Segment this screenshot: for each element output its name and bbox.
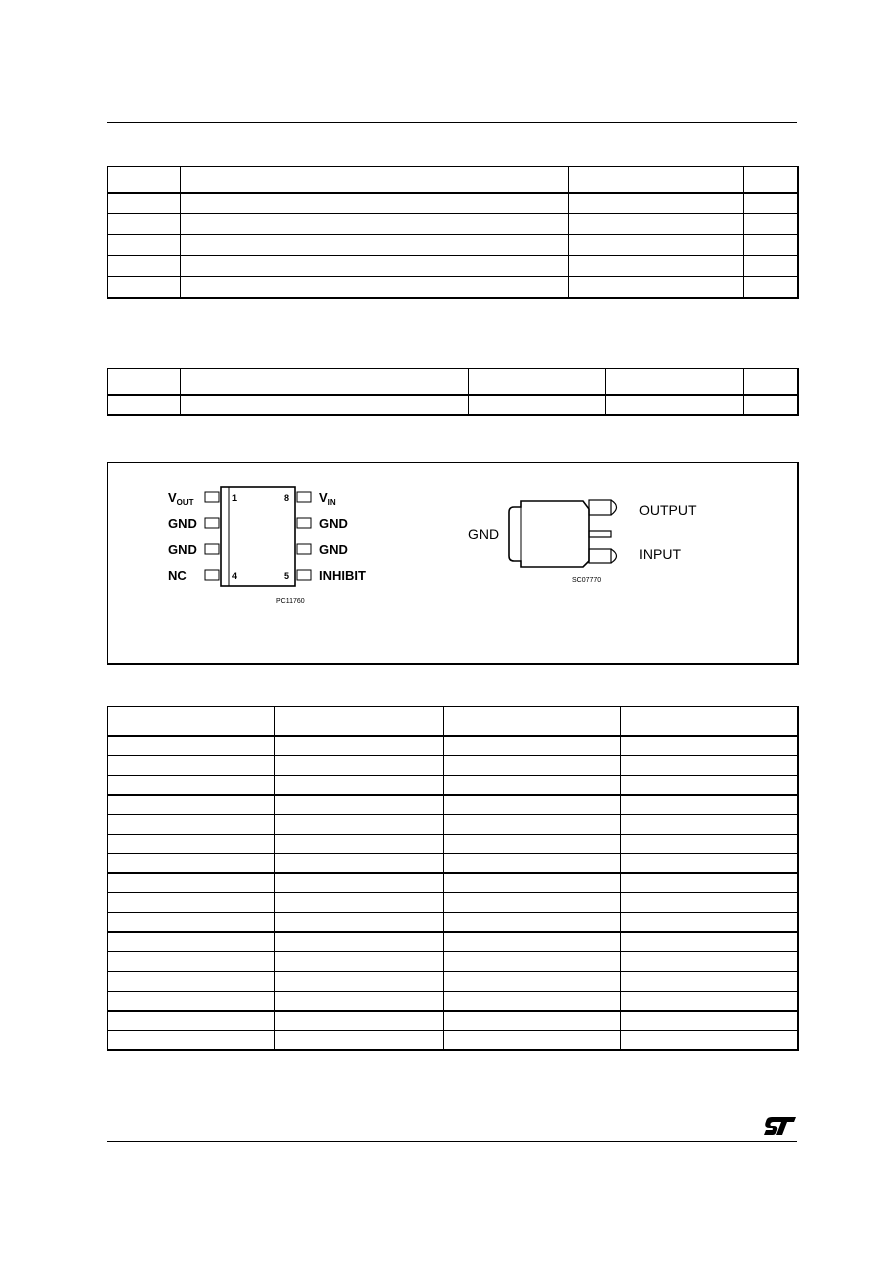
table-1 — [107, 166, 799, 299]
so8-figure-code: PC11760 — [276, 598, 305, 605]
footer-rule — [107, 1141, 797, 1142]
table-row — [108, 395, 798, 415]
so8-pin-number: 1 — [232, 493, 238, 503]
so8-pin-nc-label: NC — [168, 568, 187, 583]
dpak-output-label: OUTPUT — [639, 502, 697, 518]
table-row — [108, 707, 798, 736]
table-row — [108, 932, 798, 952]
table-row — [108, 1011, 798, 1031]
table-row — [108, 834, 798, 854]
table-row — [108, 873, 798, 893]
table-row — [108, 775, 798, 795]
table-row — [108, 736, 798, 756]
table-row — [108, 893, 798, 913]
table-row — [108, 256, 798, 277]
table-row — [108, 795, 798, 815]
table-row — [108, 814, 798, 834]
so8-pin-number: 5 — [284, 571, 290, 581]
st-logo — [762, 1115, 798, 1137]
so8-pin-gnd-label: GND — [168, 542, 197, 557]
so8-pin-gnd-label: GND — [319, 516, 348, 531]
table-row — [108, 167, 798, 193]
dpak-gnd-label: GND — [468, 526, 500, 542]
dpak-figure-code: SC07770 — [572, 577, 602, 584]
table-3 — [107, 706, 799, 1051]
so8-pin-vout-label: $V_{OUT}$ — [168, 490, 194, 507]
table-row — [108, 214, 798, 235]
dpak-input-label: INPUT — [639, 546, 681, 562]
table-row — [108, 991, 798, 1011]
table-row — [108, 854, 798, 874]
connection-diagram-frame — [107, 462, 799, 665]
table-row — [108, 756, 798, 776]
so8-pin-number: 8 — [284, 493, 290, 503]
table-row — [108, 1030, 798, 1050]
so8-pin-number: 4 — [232, 571, 238, 581]
table-row — [108, 952, 798, 972]
table-row — [108, 277, 798, 298]
so8-pin-vin-label: $V_{IN}$ — [319, 490, 336, 507]
table-row — [108, 971, 798, 991]
table-2 — [107, 368, 799, 416]
table-row — [108, 235, 798, 256]
header-rule — [107, 122, 797, 123]
table-row — [108, 193, 798, 214]
table-row — [108, 369, 798, 395]
so8-pin-inhibit-label: INHIBIT — [319, 568, 366, 583]
table-row — [108, 913, 798, 933]
so8-pin-gnd-label: GND — [319, 542, 348, 557]
so8-pin-gnd-label: GND — [168, 516, 197, 531]
